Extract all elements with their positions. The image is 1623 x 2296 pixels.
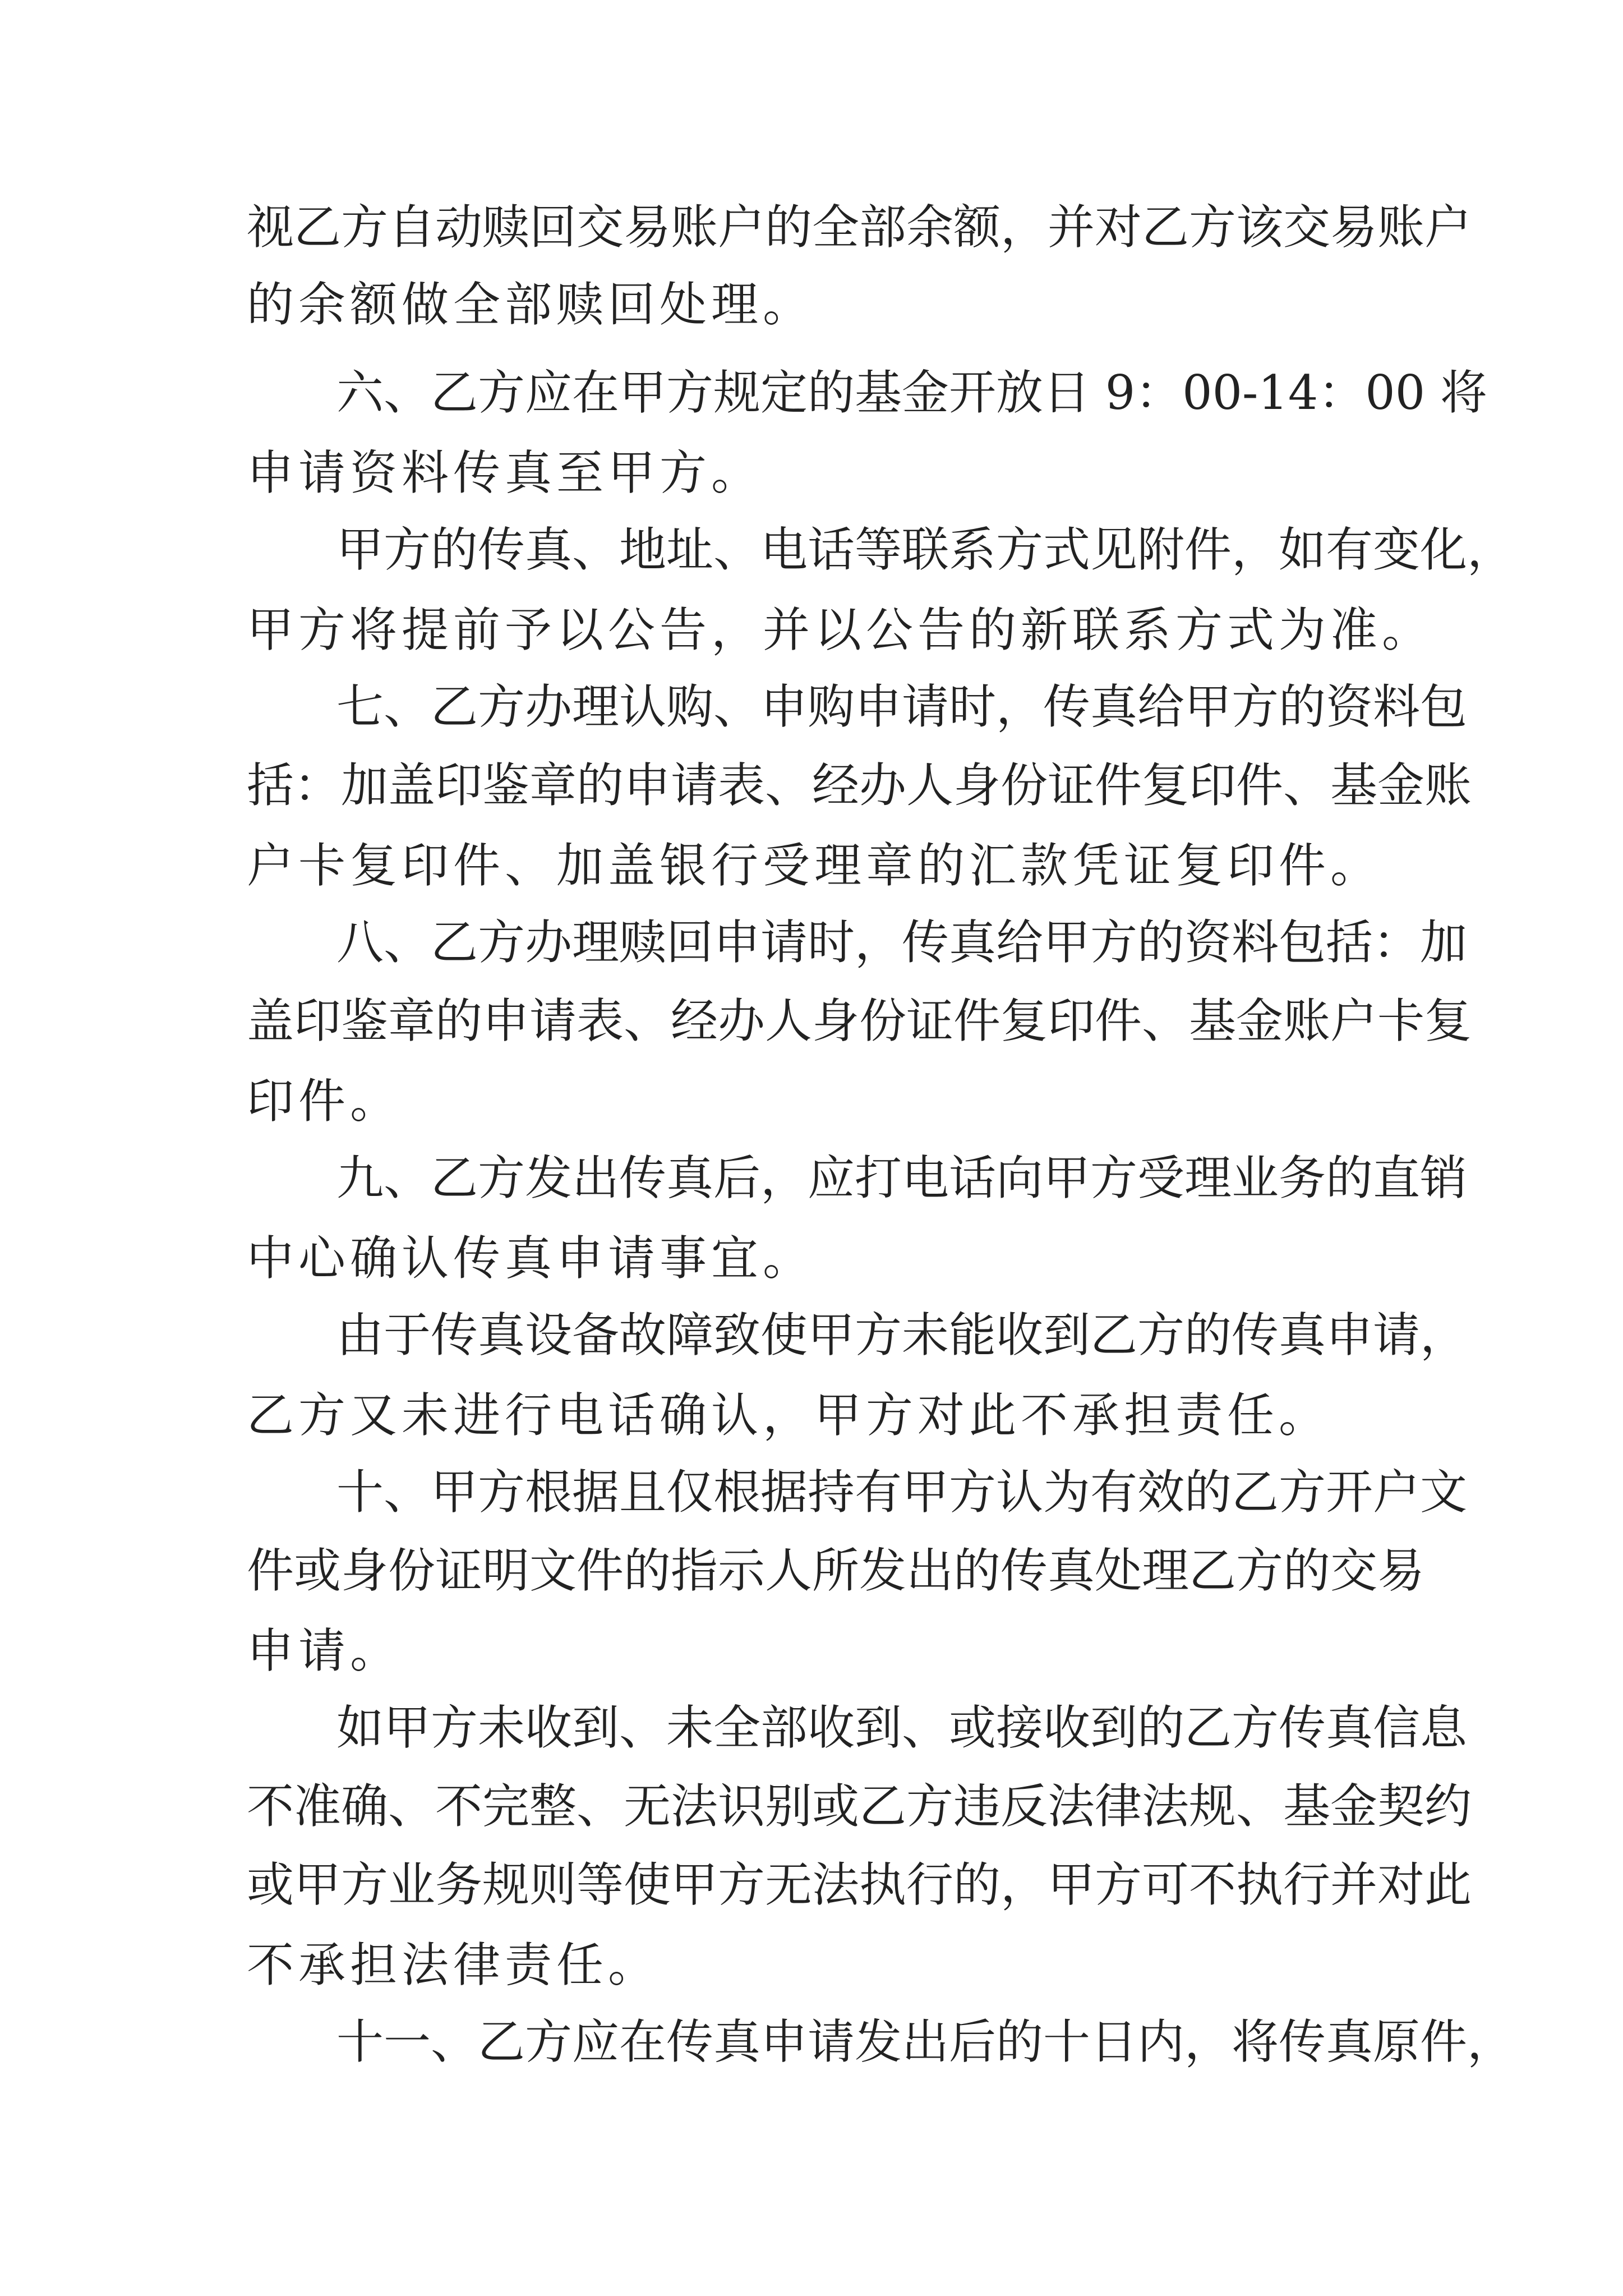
text-line: 如甲方未收到、未全部收到、或接收到的乙方传真信息 [336,1700,1468,1755]
text-line: 十、甲方根据且仅根据持有甲方认为有效的乙方开户文 [336,1465,1468,1520]
text-line: 十一、乙方应在传真申请发出后的十日内，将传真原件， [336,2014,1515,2069]
text-line: 视乙方自动赎回交易账户的全部余额，并对乙方该交易账户 [247,200,1472,255]
text-line: 盖印鉴章的申请表、经办人身份证件复印件、基金账户卡复 [247,993,1472,1048]
text-line: 件或身份证明文件的指示人所发出的传真处理乙方的交易 [247,1543,1425,1598]
text-line: 乙方又未进行电话确认，甲方对此不承担责任。 [247,1388,1331,1443]
text-line: 括：加盖印鉴章的申请表、经办人身份证件复印件、基金账 [247,758,1472,813]
text-line: 申请资料传真至甲方。 [247,445,763,500]
text-line: 七、乙方办理认购、申购申请时，传真给甲方的资料包 [336,679,1468,734]
text-line: 不承担法律责任。 [247,1938,660,1993]
text-line: 或甲方业务规则等使甲方无法执行的，甲方可不执行并对此 [247,1857,1472,1912]
text-line: 户卡复印件、加盖银行受理章的汇款凭证复印件。 [247,838,1382,893]
text-line: 由于传真设备故障致使甲方未能收到乙方的传真申请， [336,1308,1468,1363]
text-line: 九、乙方发出传真后，应打电话向甲方受理业务的直销 [336,1151,1468,1205]
text-line: 不准确、不完整、无法识别或乙方违反法律法规、基金契约 [247,1779,1472,1834]
text-line: 印件。 [247,1074,402,1129]
text-line: 六、乙方应在甲方规定的基金开放日 9：00-14：00 将 [336,365,1487,420]
text-line: 甲方将提前予以公告，并以公告的新联系方式为准。 [247,602,1434,657]
text-line: 中心确认传真申请事宜。 [247,1231,815,1286]
text-line: 八、乙方办理赎回申请时，传真给甲方的资料包括：加 [336,915,1468,970]
text-line: 的余额做全部赎回处理。 [247,277,815,332]
text-line: 申请。 [247,1623,402,1678]
text-line: 甲方的传真、地址、电话等联系方式见附件，如有变化， [336,522,1515,577]
